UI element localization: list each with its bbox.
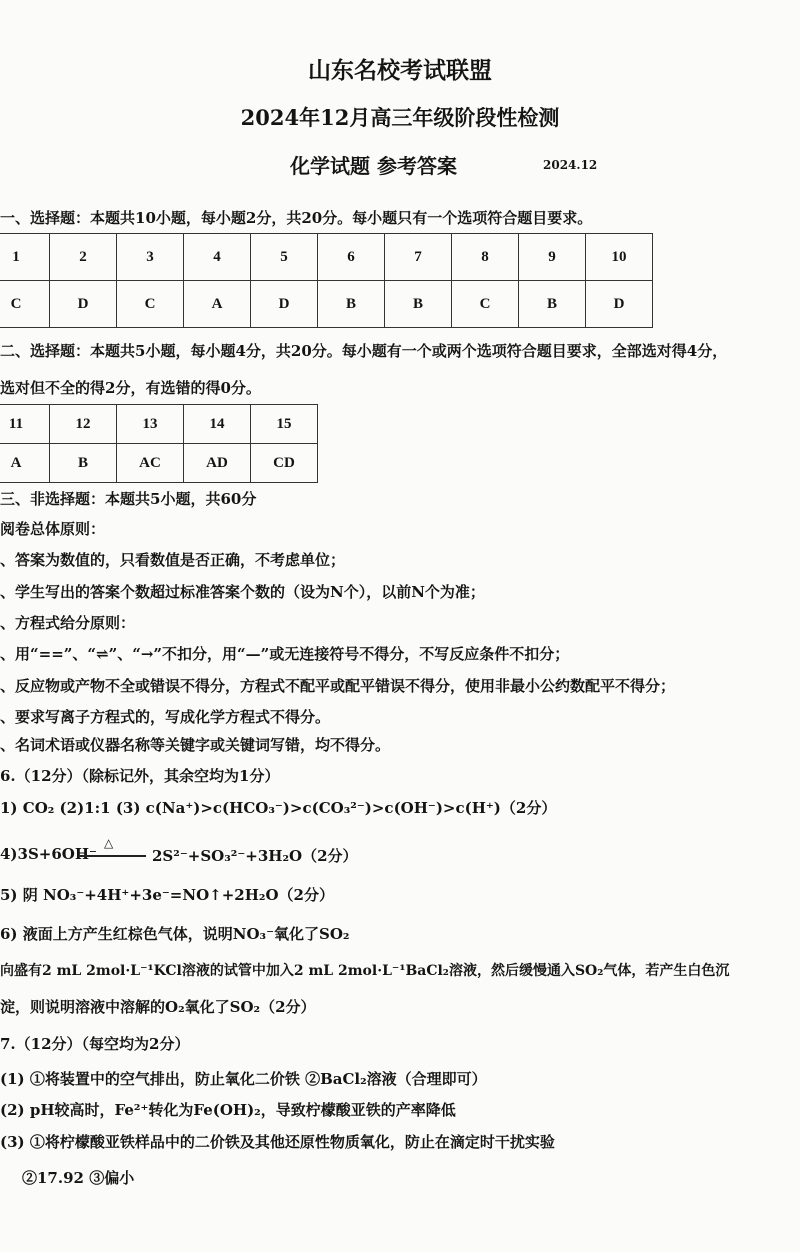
question-number: 6	[318, 234, 385, 281]
answer-cell: B	[318, 281, 385, 328]
grading-rule: 、学生写出的答案个数超过标准答案个数的（设为N个），以前N个为准；	[0, 583, 485, 601]
table-row	[0, 444, 318, 483]
q16-answer-6-cont: 向盛有2 mL 2mol·L⁻¹KCl溶液的试管中加入2 mL 2mol·L⁻¹BaCl₂溶液，然后缓慢通入SO₂气体，若产生白色沉	[0, 963, 730, 979]
q17-answer-3-cont: ②17.92 ③偏小	[22, 1169, 135, 1187]
heat-condition-icon: △	[104, 836, 114, 850]
question-number: 1	[0, 234, 50, 281]
section2-answer-table	[0, 404, 318, 483]
reaction-arrow-line	[78, 855, 146, 857]
answer-cell: C	[117, 281, 184, 328]
section2-heading-line2: 选对但不全的得2分，有选错的得0分。	[0, 379, 261, 397]
grading-rule: 、用“==”、“⇌”、“→”不扣分，用“—”或无连接符号不得分，不写反应条件不扣分；	[0, 645, 570, 663]
q17-answer-1: (1) ①将装置中的空气排出，防止氧化二价铁 ②BaCl₂溶液（合理即可）	[0, 1070, 487, 1088]
grading-rule: 、答案为数值的，只看数值是否正确，不考虑单位；	[0, 551, 346, 569]
question-number: 10	[586, 234, 653, 281]
q17-answer-2: (2) pH较高时，Fe²⁺转化为Fe(OH)₂，导致柠檬酸亚铁的产率降低	[0, 1101, 456, 1119]
question-number: 8	[452, 234, 519, 281]
question-number: 5	[251, 234, 318, 281]
grading-rule: 、方程式给分原则：	[0, 614, 136, 632]
question-number: 13	[117, 405, 184, 444]
answer-cell: A	[184, 281, 251, 328]
answer-cell: A	[0, 444, 50, 483]
q16-equation-left: 4)3S+6OH⁻	[0, 845, 97, 863]
exam-date: 2024.12	[543, 158, 598, 172]
q16-answer-6-end: 淀，则说明溶液中溶解的O₂氧化了SO₂（2分）	[0, 998, 316, 1016]
q17-answer-3: (3) ①将柠檬酸亚铁样品中的二价铁及其他还原性物质氧化，防止在滴定时干扰实验	[0, 1133, 555, 1151]
grading-rule: 、反应物或产物不全或错误不得分，方程式不配平或配平错误不得分，使用非最小公约数配平不得分；	[0, 677, 676, 695]
question-number: 12	[50, 405, 117, 444]
question-number: 9	[519, 234, 586, 281]
section1-heading: 一、选择题：本题共10小题，每小题2分，共20分。每小题只有一个选项符合题目要求。	[0, 209, 593, 227]
question-number: 3	[117, 234, 184, 281]
answer-cell: D	[50, 281, 117, 328]
q16-equation-right: 2S²⁻+SO₃²⁻+3H₂O（2分）	[152, 847, 358, 865]
table-row	[0, 234, 653, 281]
answer-cell: B	[385, 281, 452, 328]
q16-answer-5: 5) 阴 NO₃⁻+4H⁺+3e⁻=NO↑+2H₂O（2分）	[0, 886, 334, 904]
grading-principles-title: 阅卷总体原则：	[0, 520, 106, 538]
question-number: 11	[0, 405, 50, 444]
answer-cell: B	[519, 281, 586, 328]
exam-title: 2024年12月高三年级阶段性检测	[240, 105, 560, 130]
section1-answer-table	[0, 233, 653, 328]
question-number: 7	[385, 234, 452, 281]
q17-title: 7.（12分）（每空均为2分）	[0, 1035, 190, 1053]
header-org: 山东名校考试联盟	[308, 57, 492, 84]
answer-cell: CD	[251, 444, 318, 483]
question-number: 2	[50, 234, 117, 281]
answer-cell: AD	[184, 444, 251, 483]
section2-heading-line1: 二、选择题：本题共5小题，每小题4分，共20分。每小题有一个或两个选项符合题目要求，全部选对得4分，	[0, 342, 728, 360]
answer-cell: C	[0, 281, 50, 328]
question-number: 4	[184, 234, 251, 281]
q16-answer-1: 1) CO₂ (2)1:1 (3) c(Na⁺)>c(HCO₃⁻)>c(CO₃²⁻)>c(OH⁻)>c(H⁺)（2分）	[0, 799, 557, 817]
grading-rule: 、名词术语或仪器名称等关键字或关键词写错，均不得分。	[0, 736, 391, 754]
answer-cell: D	[586, 281, 653, 328]
q16-title: 6.（12分）（除标记外，其余空均为1分）	[0, 767, 280, 785]
grading-rule: 、要求写离子方程式的，写成化学方程式不得分。	[0, 708, 331, 726]
answer-cell: AC	[117, 444, 184, 483]
question-number: 14	[184, 405, 251, 444]
answer-cell: C	[452, 281, 519, 328]
answer-cell: D	[251, 281, 318, 328]
subject-title: 化学试题 参考答案	[290, 154, 457, 178]
table-row	[0, 405, 318, 444]
section3-heading: 三、非选择题：本题共5小题，共60分	[0, 490, 257, 508]
q16-answer-6: 6) 液面上方产生红棕色气体，说明NO₃⁻氧化了SO₂	[0, 925, 350, 943]
question-number: 15	[251, 405, 318, 444]
table-row	[0, 281, 653, 328]
answer-cell: B	[50, 444, 117, 483]
